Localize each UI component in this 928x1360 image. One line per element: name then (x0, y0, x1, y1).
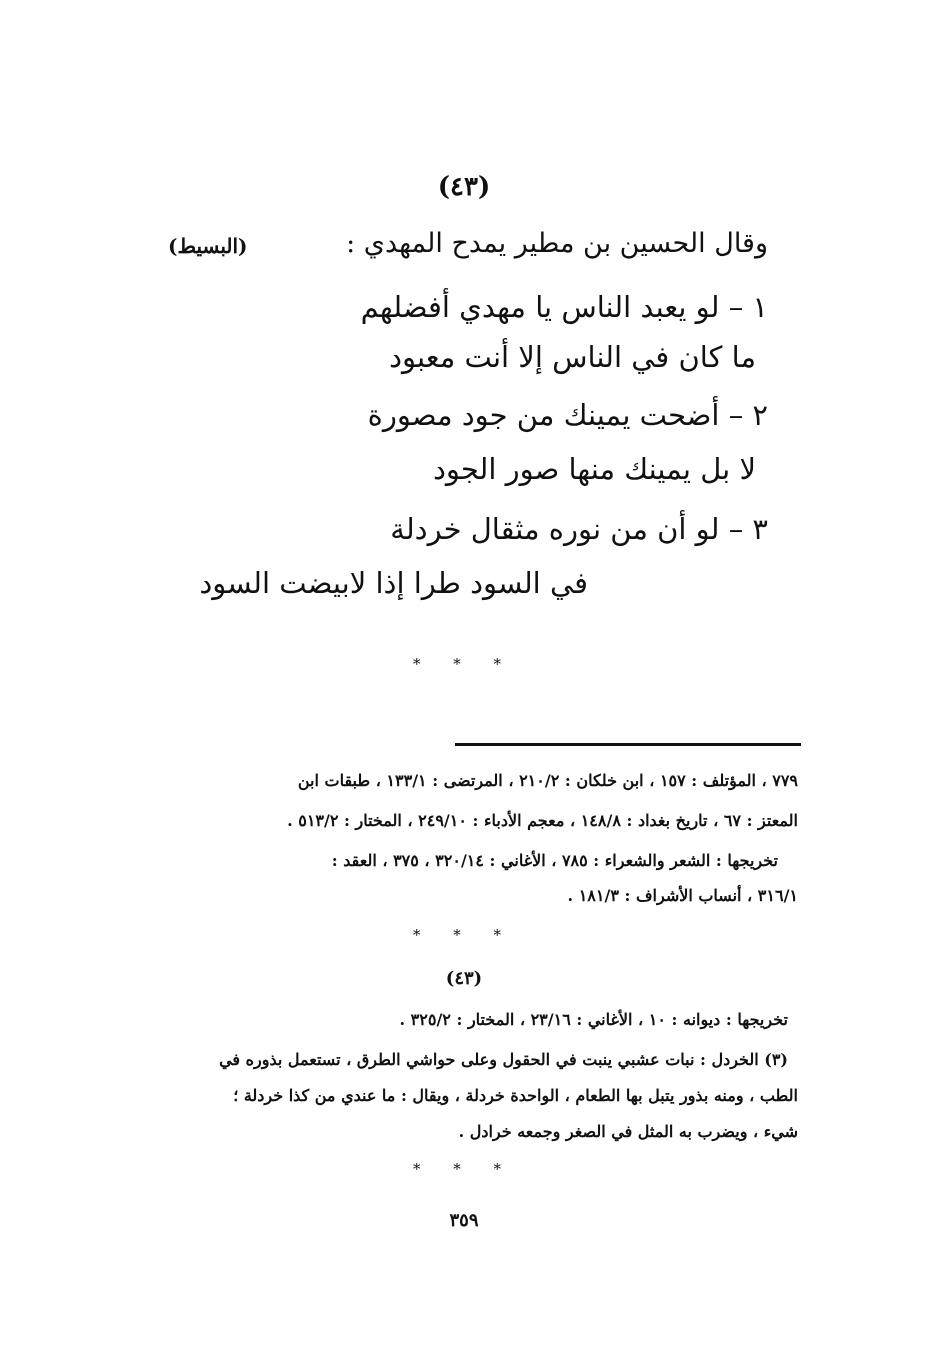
separator-stars: * * * (412, 1160, 516, 1178)
verse-number: ٢ – (728, 398, 768, 432)
poem-intro: وقال الحسين بن مطير يمدح المهدي : (346, 228, 768, 259)
verse-number: ١ – (728, 290, 768, 324)
hemistich-text: لو أن من نوره مثقال خردلة (390, 512, 720, 546)
footnote-line: ٣١٦/١ ، أنساب الأشراف : ١٨١/٣ . (567, 886, 798, 905)
separator-stars: * * * (412, 655, 516, 673)
verse-1-first-hemistich (361, 290, 768, 324)
poem-meter: (البسيط) (168, 234, 248, 258)
verse-1-second-hemistich: ما كان في الناس إلا أنت معبود (389, 340, 756, 374)
footnote-line: شيء ، ويضرب به المثل في الصغر وجمعه خرادل . (458, 1122, 798, 1141)
hemistich-text: أضحت يمينك من جود مصورة (367, 398, 720, 432)
page-number: ٣٥٩ (449, 1210, 479, 1231)
footnote-divider (455, 743, 801, 746)
verse-2-first-hemistich (368, 398, 768, 432)
verse-number: ٣ – (728, 512, 768, 546)
footnote-section-number: (٤٣) (445, 968, 483, 989)
verse-3-second-hemistich: في السود طرا إذا لابيضت السود (199, 566, 588, 600)
footnote-line: الطب ، ومنه بذور يتبل بها الطعام ، الواحدة خردلة ، ويقال : ما عندي من كذا خردلة ؛ (233, 1086, 798, 1105)
footnote-line: ٧٧٩ ، المؤتلف : ١٥٧ ، ابن خلكان : ٢١٠/٢ ، المرتضى : ١٣٣/١ ، طبقات ابن (297, 771, 798, 790)
verse-2-second-hemistich: لا بل يمينك منها صور الجود (432, 452, 756, 486)
hemistich-text: لو يعبد الناس يا مهدي أفضلهم (360, 290, 720, 324)
footnote-line: تخريجها : ديوانه : ١٠ ، الأغاني : ٢٣/١٦ ، المختار : ٣٢٥/٢ . (399, 1010, 788, 1029)
footnote-line: المعتز : ٦٧ ، تاريخ بغداد : ١٤٨/٨ ، معجم الأدباء : ٢٤٩/١٠ ، المختار : ٥١٣/٢ . (287, 811, 798, 830)
footnote-line: (٣) الخردل : نبات عشبي ينبت في الحقول وعلى حواشي الطرق ، تستعمل بذوره في (219, 1050, 788, 1069)
footnote-line: تخريجها : الشعر والشعراء : ٧٨٥ ، الأغاني : ٣٢٠/١٤ ، ٣٧٥ ، العقد : (331, 851, 778, 870)
separator-stars: * * * (412, 926, 516, 944)
verse-3-first-hemistich (390, 512, 768, 546)
poem-number: (٤٣) (437, 172, 491, 202)
